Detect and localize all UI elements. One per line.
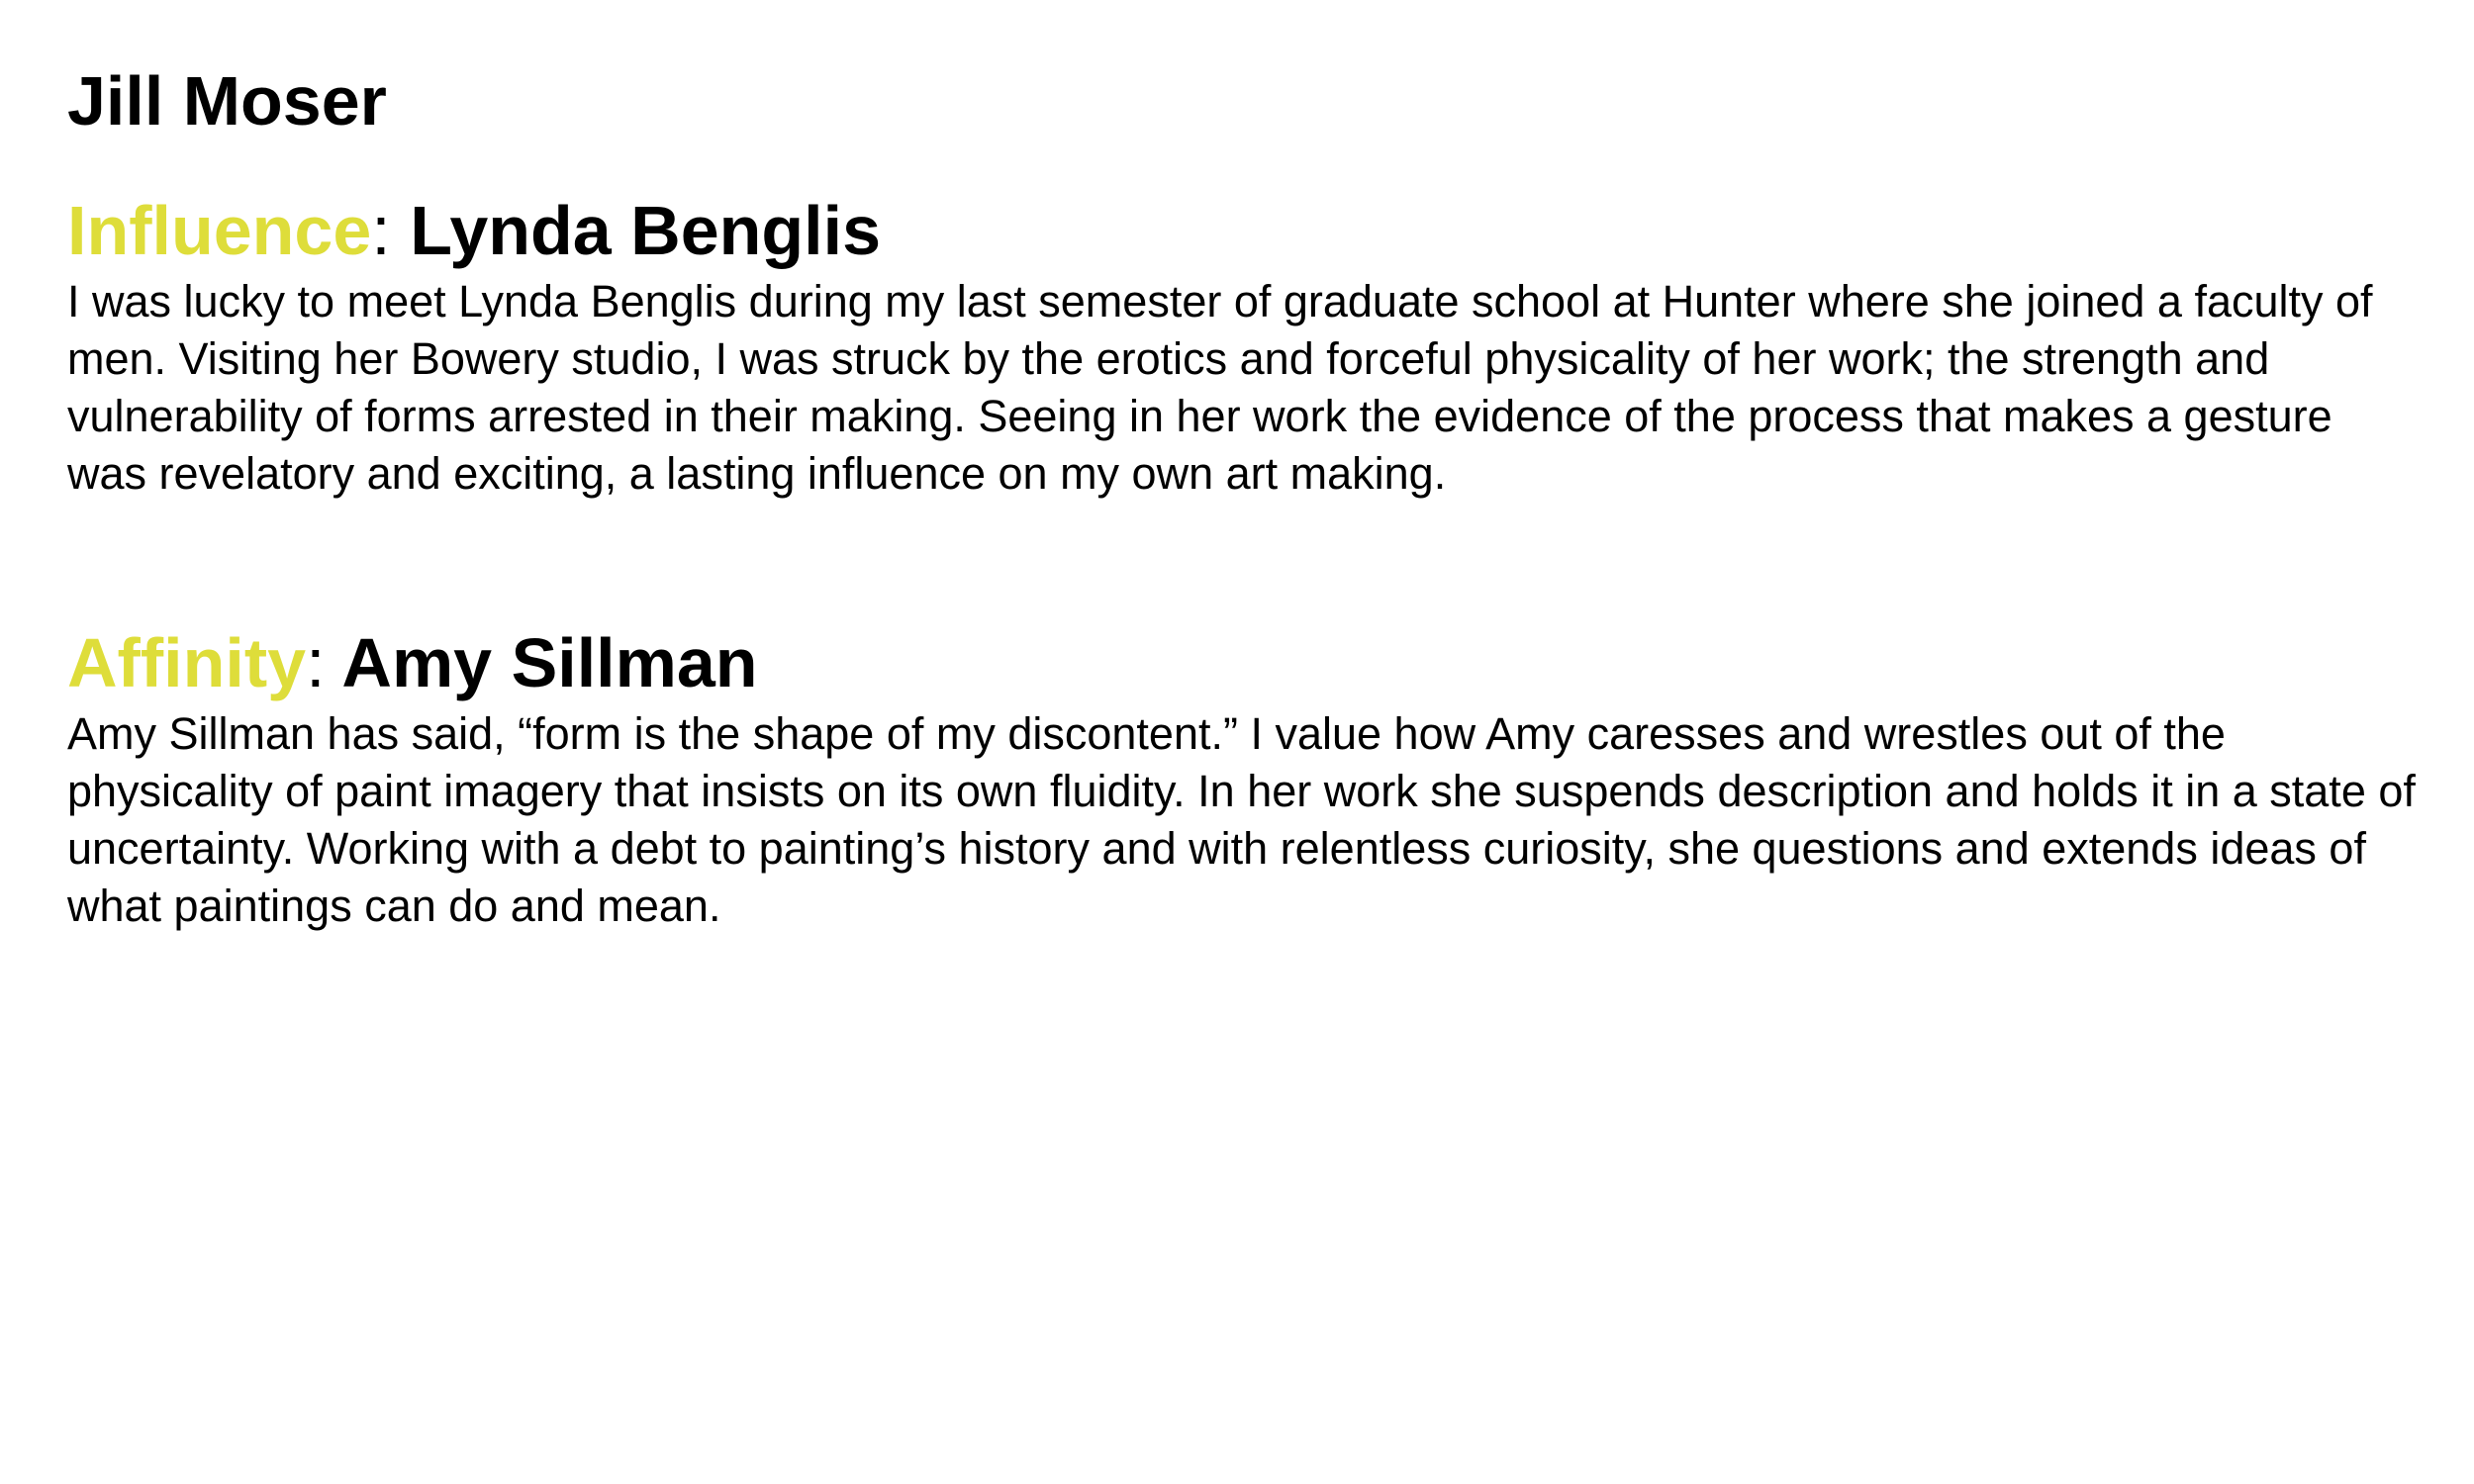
affinity-label: Affinity: [67, 624, 307, 701]
artist-name: Jill Moser: [67, 62, 387, 139]
influence-section: [67, 188, 2423, 503]
influence-separator: :: [371, 192, 391, 269]
affinity-person: Amy Sillman: [341, 624, 758, 701]
influence-heading: [67, 188, 2423, 273]
affinity-section: [67, 620, 2423, 935]
influence-person: Lynda Benglis: [410, 192, 882, 269]
influence-label: Influence: [67, 192, 372, 269]
influence-text: I was lucky to meet Lynda Benglis during my last semester of graduate school at Hunter where she joined a faculty of men. Visiting her Bowery studio, I was struck by the erotics and forceful physicality of her work; the strength and vulnerability of forms arrested in their making. Seeing in her work the evidence of the process that makes a gesture was revelatory and exciting, a lasting influence on my own art making.: [67, 276, 2373, 499]
affinity-text: Amy Sillman has said, “form is the shape of my discontent.” I value how Amy caresses and wrestles out of the physicality of paint imagery that insists on its own fluidity. In her work she suspends description and holds it in a state of uncertainty. Working with a debt to painting’s history and with relentless curiosity, she questions and extends ideas of what paintings can do and mean.: [67, 708, 2416, 931]
affinity-heading: [67, 620, 2423, 705]
affinity-separator: :: [306, 624, 326, 701]
